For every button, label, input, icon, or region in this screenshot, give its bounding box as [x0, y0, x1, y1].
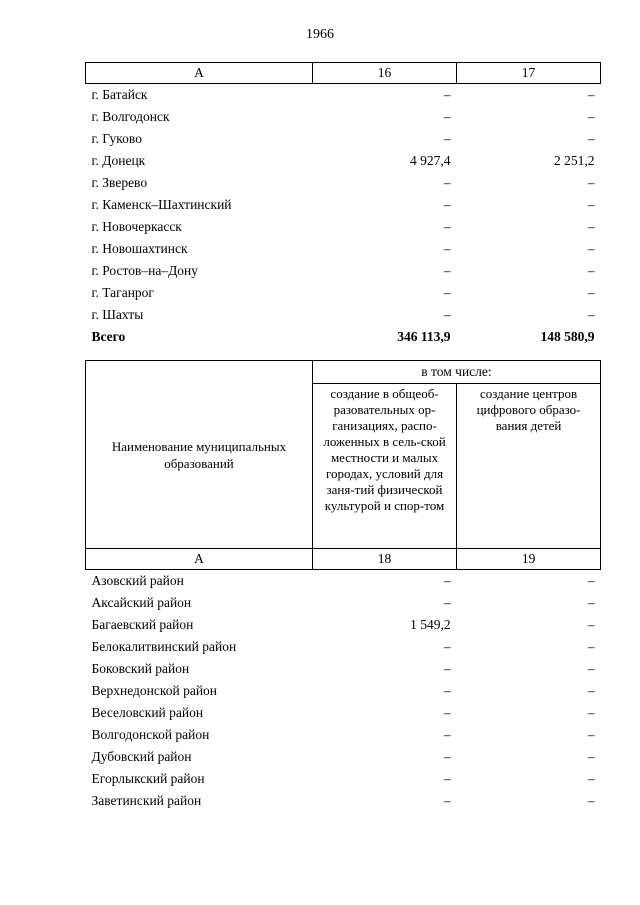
column-19-description: создание центров цифрового образо-вания детей [457, 384, 601, 549]
row-value-17: – [587, 263, 595, 278]
table-row [86, 84, 601, 107]
row-name: Верхнедонской район [91, 683, 218, 698]
row-value-19: – [587, 617, 595, 632]
row-value-19: – [587, 727, 595, 742]
table-row [86, 746, 601, 768]
table2-header-row [86, 549, 601, 570]
row-value-18: – [443, 573, 451, 588]
group-header: в том числе: [312, 361, 600, 384]
table-row [86, 106, 601, 128]
header-cell-a: А [86, 63, 313, 84]
row-value-17: – [587, 109, 595, 124]
row-name: Аксайский район [91, 595, 192, 610]
row-name: Багаевский район [91, 617, 194, 632]
table-row [86, 570, 601, 593]
row-value-17: – [587, 197, 595, 212]
row-name: г. Гуково [91, 131, 142, 146]
row-name: г. Батайск [91, 87, 148, 102]
table-row [86, 172, 601, 194]
column-name-header: Наименование муниципальных образований [86, 361, 313, 549]
table-row [86, 614, 601, 636]
row-value-17: – [587, 175, 595, 190]
column-18-description: создание в общеоб-разовательных ор-ганизациях, распо-ложенных в сель-ской местности и малых городах, условий для заня-тий физической культурой и спор-том [312, 384, 456, 549]
header-cell-17: 17 [456, 63, 600, 84]
row-value-18: – [443, 749, 451, 764]
table-row [86, 282, 601, 304]
row-name: г. Новошахтинск [91, 241, 188, 256]
header-cell-18: 18 [312, 549, 456, 570]
row-value-17: – [587, 87, 595, 102]
row-value-18: – [443, 771, 451, 786]
row-value-16: – [443, 175, 451, 190]
row-name: г. Донецк [91, 153, 146, 168]
row-name: г. Волгодонск [91, 109, 170, 124]
row-value-19: – [587, 683, 595, 698]
table-row [86, 592, 601, 614]
table-row [86, 260, 601, 282]
table-row [86, 150, 601, 172]
row-name: г. Таганрог [91, 285, 154, 300]
table-row [86, 680, 601, 702]
row-value-18: – [443, 683, 451, 698]
row-value-16: – [443, 263, 451, 278]
table-row [86, 724, 601, 746]
row-name: г. Зверево [91, 175, 148, 190]
row-value-19: – [587, 793, 595, 808]
row-value-19: – [587, 705, 595, 720]
row-value-18: – [443, 639, 451, 654]
row-value-19: – [587, 749, 595, 764]
row-name: Веселовский район [91, 705, 204, 720]
header-cell-19: 19 [457, 549, 601, 570]
table-row [86, 702, 601, 724]
row-name: Заветинский район [91, 793, 202, 808]
row-value-16: – [443, 109, 451, 124]
total-label: Всего [91, 329, 126, 344]
table-header-row [86, 63, 601, 84]
table-row [86, 128, 601, 150]
row-value-17: – [587, 307, 595, 322]
row-name: г. Шахты [91, 307, 144, 322]
total-value-16: 346 113,9 [397, 329, 451, 344]
row-value-18: – [443, 727, 451, 742]
row-value-19: – [587, 573, 595, 588]
row-value-16: – [443, 197, 451, 212]
row-name: Волгодонской район [91, 727, 210, 742]
row-name: Дубовский район [91, 749, 192, 764]
row-value-19: – [587, 595, 595, 610]
row-name: Белокалитвинский район [91, 639, 237, 654]
total-value-17: 148 580,9 [540, 329, 595, 344]
budget-table-part1 [85, 62, 601, 348]
page-number: 1966 [306, 27, 334, 42]
row-value-17: 2 251,2 [554, 153, 595, 168]
table-row [86, 658, 601, 680]
row-name: Азовский район [91, 573, 184, 588]
row-value-18: – [443, 705, 451, 720]
row-value-17: – [587, 131, 595, 146]
row-name: г. Каменск–Шахтинский [91, 197, 232, 212]
row-name: г. Ростов–на–Дону [91, 263, 199, 278]
row-value-19: – [587, 661, 595, 676]
row-value-16: – [443, 307, 451, 322]
row-name: г. Новочеркасск [91, 219, 182, 234]
total-row [86, 326, 601, 348]
row-value-17: – [587, 219, 595, 234]
row-value-18: – [443, 595, 451, 610]
row-value-16: 4 927,4 [409, 153, 451, 168]
table2-header-top [86, 361, 601, 384]
table-row [86, 216, 601, 238]
row-value-16: – [443, 219, 451, 234]
row-name: Егорлыкский район [91, 771, 205, 786]
table-row [86, 304, 601, 326]
row-value-16: – [443, 131, 451, 146]
table-row [86, 636, 601, 658]
row-value-19: – [587, 639, 595, 654]
row-name: Боковский район [91, 661, 190, 676]
row-value-16: – [443, 285, 451, 300]
header-cell-a: А [86, 549, 313, 570]
table-row [86, 194, 601, 216]
row-value-17: – [587, 241, 595, 256]
row-value-16: – [443, 87, 451, 102]
header-cell-16: 16 [313, 63, 457, 84]
row-value-16: – [443, 241, 451, 256]
row-value-17: – [587, 285, 595, 300]
row-value-19: – [587, 771, 595, 786]
table-row [86, 768, 601, 790]
budget-table-part2 [85, 360, 601, 812]
row-value-18: 1 549,2 [410, 617, 451, 632]
row-value-18: – [443, 793, 451, 808]
table-row [86, 790, 601, 812]
table-row [86, 238, 601, 260]
row-value-18: – [443, 661, 451, 676]
